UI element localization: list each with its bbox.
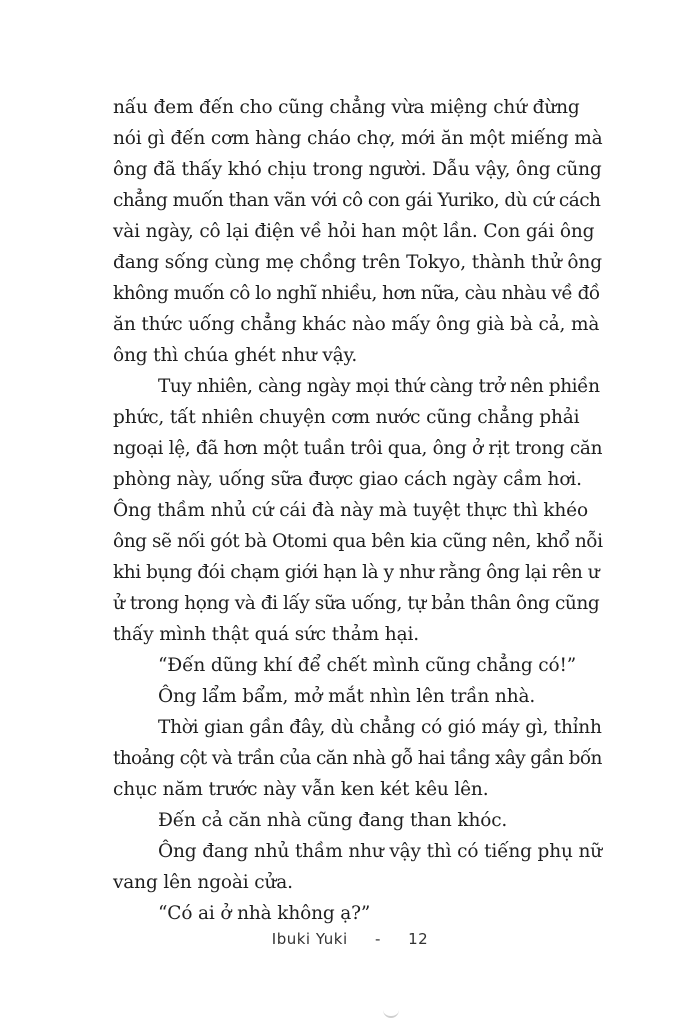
page-number: 12 bbox=[408, 930, 429, 948]
text-line: phức, tất nhiên chuyện cơm nước cũng chẳng phải bbox=[113, 407, 580, 428]
footer-author: Ibuki Yuki bbox=[271, 930, 348, 948]
text-line: khi bụng đói chạm giới hạn là y như rằng ông lại rên ư bbox=[113, 562, 600, 583]
text-line: Tuy nhiên, càng ngày mọi thứ càng trở nên phiền bbox=[158, 376, 600, 397]
footer-separator: - bbox=[374, 930, 381, 948]
text-line: “Có ai ở nhà không ạ?” bbox=[158, 903, 371, 924]
page-curve-mark bbox=[383, 1010, 399, 1018]
text-line: ông sẽ nối gót bà Otomi qua bên kia cũng nên, khổ nỗi bbox=[113, 531, 603, 552]
text-line: Ông lẩm bẩm, mở mắt nhìn lên trần nhà. bbox=[158, 686, 536, 707]
page-footer bbox=[0, 930, 700, 948]
text-line: không muốn cô lo nghĩ nhiều, hơn nữa, càu nhàu về đồ bbox=[113, 283, 600, 304]
text-line: nấu đem đến cho cũng chẳng vừa miệng chứ đừng bbox=[113, 97, 580, 118]
text-line: ông thì chúa ghét như vậy. bbox=[113, 345, 358, 366]
text-line: thấy mình thật quá sức thảm hại. bbox=[113, 624, 419, 645]
text-line: nói gì đến cơm hàng cháo chợ, mới ăn một miếng mà bbox=[113, 128, 603, 149]
text-line: Ông đang nhủ thầm như vậy thì có tiếng phụ nữ bbox=[158, 841, 603, 862]
text-line: vang lên ngoài cửa. bbox=[113, 872, 293, 893]
text-line: chẳng muốn than vãn với cô con gái Yuriko, dù cứ cách bbox=[113, 190, 601, 211]
text-line: ông đã thấy khó chịu trong người. Dẫu vậy, ông cũng bbox=[113, 159, 602, 180]
text-line: chục năm trước này vẫn ken két kêu lên. bbox=[113, 779, 489, 800]
text-line: Đến cả căn nhà cũng đang than khóc. bbox=[158, 810, 508, 831]
text-line: đang sống cùng mẹ chồng trên Tokyo, thành thử ông bbox=[113, 252, 602, 273]
text-line: thoảng cột và trần của căn nhà gỗ hai tầng xây gần bốn bbox=[113, 748, 602, 769]
text-line: Ông thầm nhủ cứ cái đà này mà tuyệt thực thì khéo bbox=[113, 500, 588, 521]
text-line: phòng này, uống sữa được giao cách ngày cầm hơi. bbox=[113, 469, 582, 490]
text-line: ngoại lệ, đã hơn một tuần trôi qua, ông ở rịt trong căn bbox=[113, 438, 603, 459]
text-line: Thời gian gần đây, dù chẳng có gió máy gì, thỉnh bbox=[158, 717, 602, 738]
text-line: vài ngày, cô lại điện về hỏi han một lần. Con gái ông bbox=[113, 221, 595, 242]
text-line: ử trong họng và đi lấy sữa uống, tự bản thân ông cũng bbox=[113, 593, 600, 614]
text-line: “Đến dũng khí để chết mình cũng chẳng có!” bbox=[158, 655, 577, 676]
text-line: ăn thức uống chẳng khác nào mấy ông già bà cả, mà bbox=[113, 314, 600, 335]
